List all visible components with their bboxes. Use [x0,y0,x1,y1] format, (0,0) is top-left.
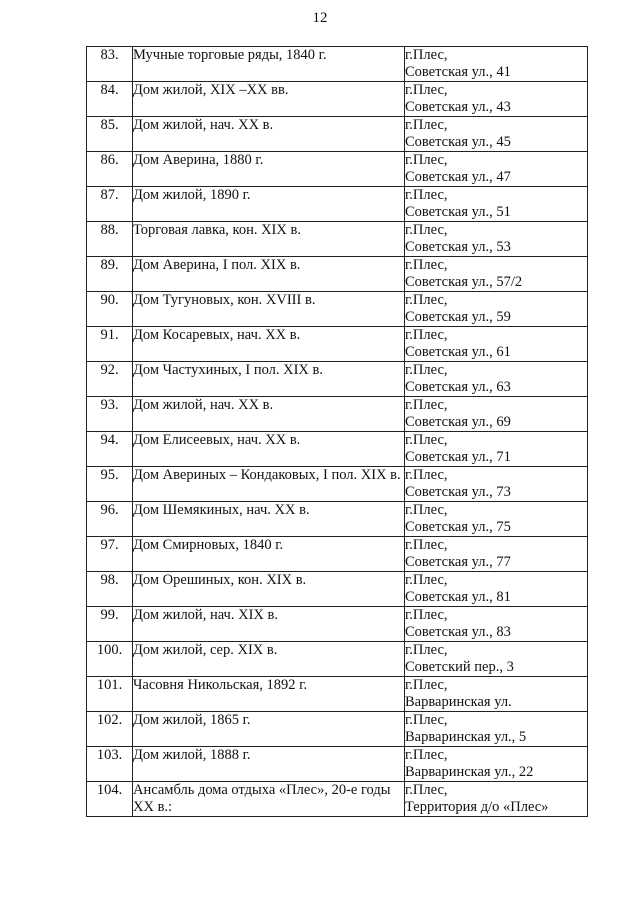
row-number: 101. [87,677,133,712]
address-city: г.Плес, [405,537,448,553]
address-city: г.Плес, [405,642,448,658]
row-number: 92. [87,362,133,397]
monument-address [405,117,588,152]
address-street: Советская ул., 75 [405,519,511,535]
monument-address [405,502,588,537]
address-city: г.Плес, [405,712,448,728]
address-street: Советская ул., 53 [405,239,511,255]
table-row [87,432,588,467]
monument-name: Дом жилой, нач. XIX в. [133,607,405,642]
monument-name: Мучные торговые ряды, 1840 г. [133,47,405,82]
monument-name: Дом Орешиных, кон. XIX в. [133,572,405,607]
address-street: Советская ул., 59 [405,309,511,325]
row-number: 99. [87,607,133,642]
monument-address [405,47,588,82]
monument-name: Дом жилой, нач. XX в. [133,117,405,152]
monument-name: Дом Аверина, I пол. XIX в. [133,257,405,292]
address-city: г.Плес, [405,502,448,518]
monument-address [405,432,588,467]
address-city: г.Плес, [405,327,448,343]
table-row [87,222,588,257]
table-row [87,642,588,677]
address-street: Советская ул., 61 [405,344,511,360]
monument-address [405,607,588,642]
monument-name: Дом жилой, нач. XX в. [133,397,405,432]
monument-address [405,677,588,712]
monument-name: Часовня Никольская, 1892 г. [133,677,405,712]
address-city: г.Плес, [405,677,448,693]
row-number: 102. [87,712,133,747]
monument-address [405,747,588,782]
monument-name: Дом Смирновых, 1840 г. [133,537,405,572]
row-number: 90. [87,292,133,327]
monument-address [405,572,588,607]
monument-name: Дом жилой, XIX –XX вв. [133,82,405,117]
heritage-registry-table [86,46,588,817]
row-number: 98. [87,572,133,607]
monument-name: Дом Косаревых, нач. XX в. [133,327,405,362]
address-street: Советская ул., 45 [405,134,511,150]
row-number: 83. [87,47,133,82]
address-city: г.Плес, [405,47,448,63]
address-city: г.Плес, [405,782,448,798]
table-row [87,292,588,327]
address-street: Советский пер., 3 [405,659,514,675]
row-number: 97. [87,537,133,572]
table-row [87,152,588,187]
monument-address [405,222,588,257]
table-row [87,502,588,537]
address-street: Территория д/о «Плес» [405,799,549,815]
table-row [87,537,588,572]
address-city: г.Плес, [405,362,448,378]
address-street: Варваринская ул., 22 [405,764,534,780]
row-number: 87. [87,187,133,222]
table-row [87,257,588,292]
address-city: г.Плес, [405,187,448,203]
address-city: г.Плес, [405,82,448,98]
monument-address [405,642,588,677]
monument-address [405,152,588,187]
row-number: 93. [87,397,133,432]
row-number: 89. [87,257,133,292]
address-street: Советская ул., 71 [405,449,511,465]
monument-name: Дом Авериных – Кондаковых, I пол. XIX в. [133,467,405,502]
row-number: 100. [87,642,133,677]
address-street: Варваринская ул., 5 [405,729,527,745]
address-street: Советская ул., 63 [405,379,511,395]
table-row [87,47,588,82]
address-street: Советская ул., 81 [405,589,511,605]
address-street: Советская ул., 47 [405,169,511,185]
address-street: Советская ул., 69 [405,414,511,430]
table-row [87,397,588,432]
row-number: 103. [87,747,133,782]
table-row [87,607,588,642]
row-number: 91. [87,327,133,362]
address-city: г.Плес, [405,222,448,238]
address-city: г.Плес, [405,397,448,413]
row-number: 84. [87,82,133,117]
monument-address [405,292,588,327]
monument-name: Торговая лавка, кон. XIX в. [133,222,405,257]
address-city: г.Плес, [405,572,448,588]
address-street: Советская ул., 83 [405,624,511,640]
address-street: Советская ул., 51 [405,204,511,220]
address-street: Советская ул., 41 [405,64,511,80]
monument-address [405,397,588,432]
monument-address [405,467,588,502]
registry-body [87,47,588,817]
monument-address [405,82,588,117]
address-city: г.Плес, [405,747,448,763]
table-row [87,782,588,817]
monument-name: Дом жилой, сер. XIX в. [133,642,405,677]
address-city: г.Плес, [405,432,448,448]
address-city: г.Плес, [405,152,448,168]
monument-name: Ансамбль дома отдыха «Плес», 20-е годы XX в.: [133,782,405,817]
monument-address [405,537,588,572]
table-row [87,747,588,782]
row-number: 95. [87,467,133,502]
monument-address [405,362,588,397]
monument-name: Дом жилой, 1890 г. [133,187,405,222]
row-number: 85. [87,117,133,152]
monument-address [405,187,588,222]
row-number: 88. [87,222,133,257]
address-street: Советская ул., 43 [405,99,511,115]
address-street: Советская ул., 73 [405,484,511,500]
row-number: 96. [87,502,133,537]
row-number: 104. [87,782,133,817]
address-city: г.Плес, [405,117,448,133]
table-row [87,82,588,117]
row-number: 94. [87,432,133,467]
address-street: Советская ул., 77 [405,554,511,570]
table-row [87,467,588,502]
monument-address [405,257,588,292]
monument-name: Дом Шемякиных, нач. XX в. [133,502,405,537]
monument-address [405,782,588,817]
table-row [87,187,588,222]
table-row [87,327,588,362]
address-street: Советская ул., 57/2 [405,274,523,290]
monument-name: Дом жилой, 1865 г. [133,712,405,747]
table-row [87,362,588,397]
table-row [87,117,588,152]
monument-name: Дом жилой, 1888 г. [133,747,405,782]
monument-address [405,327,588,362]
address-city: г.Плес, [405,467,448,483]
table-row [87,712,588,747]
row-number: 86. [87,152,133,187]
address-city: г.Плес, [405,292,448,308]
address-street: Варваринская ул. [405,694,512,710]
monument-name: Дом Елисеевых, нач. XX в. [133,432,405,467]
monument-name: Дом Частухиных, I пол. XIX в. [133,362,405,397]
monument-name: Дом Тугуновых, кон. XVIII в. [133,292,405,327]
page-number: 12 [312,10,328,26]
monument-address [405,712,588,747]
table-row [87,677,588,712]
table-row [87,572,588,607]
address-city: г.Плес, [405,257,448,273]
monument-name: Дом Аверина, 1880 г. [133,152,405,187]
address-city: г.Плес, [405,607,448,623]
